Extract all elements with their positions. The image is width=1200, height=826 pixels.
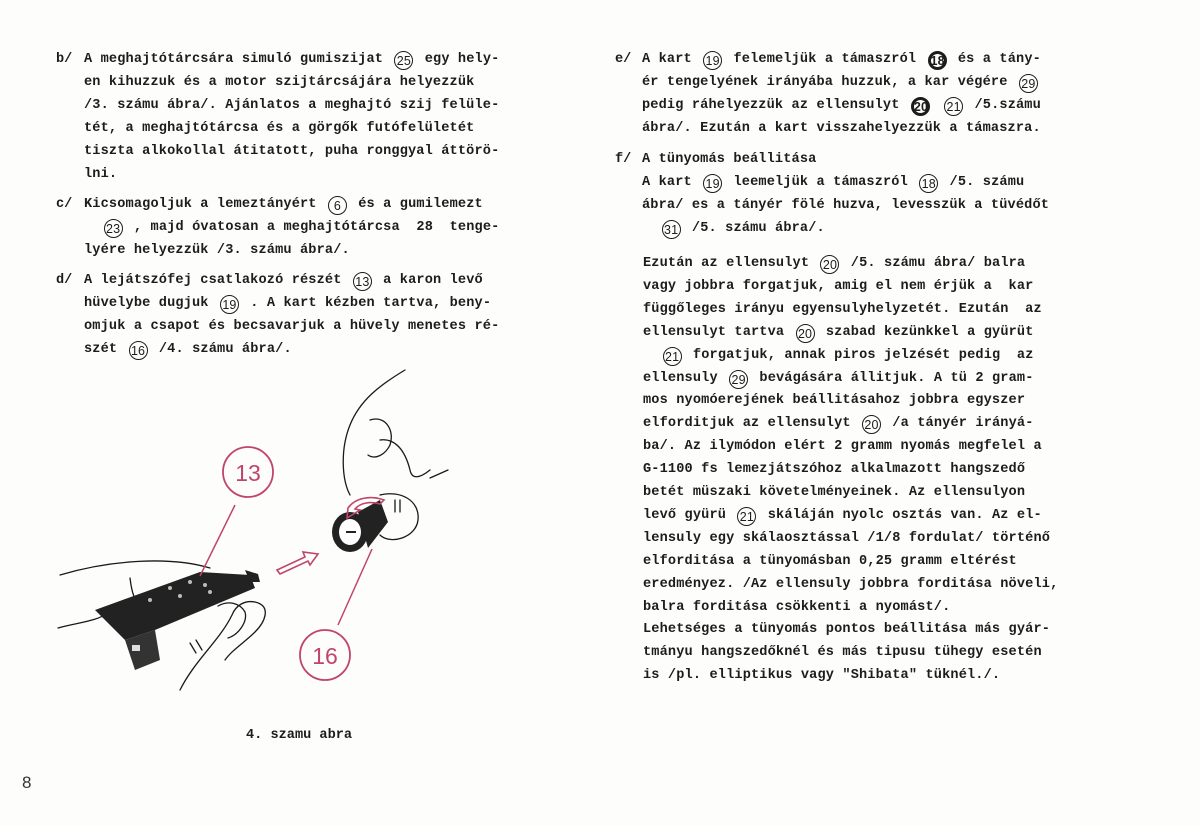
text-line (643, 301, 1042, 319)
part-reference-badge: 29 (1019, 74, 1038, 93)
text-line (642, 197, 1049, 215)
part-reference-badge: 21 (737, 507, 756, 526)
section-label: f/ (615, 152, 632, 167)
section-label: d/ (56, 273, 73, 288)
text-line (642, 120, 1041, 138)
part-reference-badge: 31 (662, 220, 681, 239)
text-run: balra forditása csökkenti a nyomást/. (643, 600, 951, 615)
section-label: c/ (56, 197, 73, 212)
callout-13 (200, 447, 273, 576)
text-line (643, 324, 1034, 343)
text-run: felemeljük a támaszról (725, 52, 925, 67)
text-run: forgatjuk, annak piros jelzését pedig az (684, 348, 1034, 363)
text-run (643, 348, 660, 363)
figure-caption: 4. szamu abra (246, 728, 353, 743)
text-run: pedig ráhelyezzük az ellensulyt (642, 98, 908, 113)
text-run: . A kart kézben tartva, beny- (241, 296, 492, 311)
text-line (84, 97, 499, 115)
text-run: skáláján nyolc osztás van. Az el- (759, 508, 1042, 523)
text-line (84, 166, 117, 184)
text-line (643, 576, 1058, 594)
text-line (643, 370, 1034, 389)
text-line (643, 530, 1050, 548)
text-run: ellensulyt tartva (643, 325, 793, 340)
text-line (643, 392, 1025, 410)
text-run: A kart (642, 52, 701, 67)
text-run: a karon levő (374, 273, 483, 288)
text-line (643, 553, 1017, 571)
text-run: A lejátszófej csatlakozó részét (84, 273, 350, 288)
text-run: eredményez. /Az ellensuly jobbra forditása növeli, (643, 577, 1059, 592)
part-reference-badge: 18 (919, 174, 938, 193)
text-run: bevágására állitjuk. A tü 2 gram- (751, 371, 1034, 386)
text-run: függőleges irányu egyensulyhelyzetét. Ezután az (643, 302, 1042, 317)
text-run: A kart (642, 175, 701, 190)
text-run: leemeljük a támaszról (725, 175, 917, 190)
text-run: , majd óvatosan a meghajtótárcsa 28 tenge- (125, 220, 500, 235)
section-label: b/ (56, 52, 73, 67)
text-line (84, 318, 499, 336)
text-run: /5. számu (941, 175, 1025, 190)
text-run: lensuly egy skálaosztással /1/8 fordulat/ történő (643, 531, 1051, 546)
text-line (643, 599, 950, 617)
text-line (84, 219, 499, 238)
text-run: lni. (84, 167, 118, 182)
sleeve-connector-icon (332, 500, 388, 552)
text-run: tmányu hangszedőknél és más tipusu tühegy esetén (643, 645, 1042, 660)
text-run (84, 220, 101, 235)
text-line (642, 74, 1041, 93)
text-run: /5.számu (966, 98, 1041, 113)
insert-arrow-icon (277, 552, 318, 574)
text-line (84, 272, 483, 291)
part-reference-badge: 13 (353, 272, 372, 291)
text-run: ellensuly (643, 371, 727, 386)
text-run: /a tányér irányá- (884, 416, 1034, 431)
figure-4-illustration (50, 360, 450, 700)
part-reference-badge: 29 (729, 370, 748, 389)
text-run: A tünyomás beállitása (642, 152, 817, 167)
text-run: /5. számu ábra/ balra (842, 256, 1026, 271)
part-reference-badge: 20 (820, 255, 839, 274)
part-reference-badge: 16 (129, 341, 148, 360)
text-run: Lehetséges a tünyomás pontos beállitása más gyár- (643, 622, 1051, 637)
text-run: is /pl. elliptikus vagy "Shibata" tüknél./. (643, 668, 1001, 683)
part-reference-badge: 20 (862, 415, 881, 434)
text-line (642, 174, 1024, 193)
text-run: Ezután az ellensulyt (643, 256, 818, 271)
part-reference-badge: 18 (928, 51, 947, 70)
text-run: tét, a meghajtótárcsa és a görgők futófelületét (84, 121, 475, 136)
text-run: ér tengelyének irányába huzzuk, a kar végére (642, 75, 1016, 90)
text-line (642, 51, 1041, 70)
text-run: ábra/. Ezután a kart visszahelyezzük a támaszra. (642, 121, 1041, 136)
text-run: en kihuzzuk és a motor szijtárcsájára helyezzük (84, 75, 475, 90)
callout-16 (300, 549, 372, 680)
text-line (642, 97, 1041, 116)
text-line (643, 438, 1042, 456)
part-reference-badge: 21 (663, 347, 682, 366)
text-line (84, 242, 350, 260)
text-run: /5. számu ábra/. (683, 221, 825, 236)
text-run: /4. számu ábra/. (150, 342, 292, 357)
text-run: és a gumilemezt (349, 197, 483, 212)
text-run: lyére helyezzük /3. számu ábra/. (84, 243, 350, 258)
part-reference-badge: 25 (394, 51, 413, 70)
text-run: egy hely- (416, 52, 500, 67)
text-run: ba/. Az ilymódon elért 2 gramm nyomás megfelel a (643, 439, 1042, 454)
text-run: elforditása a tünyomásban 0,25 gramm eltérést (643, 554, 1017, 569)
text-run: levő gyürü (643, 508, 735, 523)
text-line (84, 51, 499, 70)
text-line (643, 278, 1033, 296)
text-run: hüvelybe dugjuk (84, 296, 217, 311)
callout-13-label: 13 (235, 460, 261, 486)
text-run: omjuk a csapot és becsavarjuk a hüvely menetes ré- (84, 319, 500, 334)
part-reference-badge: 6 (328, 196, 347, 215)
text-run: tiszta alkokollal átitatott, puha ronggyal áttörö- (84, 144, 500, 159)
part-reference-badge: 23 (104, 219, 123, 238)
text-line (642, 151, 816, 169)
text-run: A meghajtótárcsára simuló gumiszijat (84, 52, 392, 67)
part-reference-badge: 19 (220, 295, 239, 314)
part-reference-badge: 21 (944, 97, 963, 116)
part-reference-badge: 20 (911, 97, 930, 116)
part-reference-badge: 19 (703, 174, 722, 193)
text-line (643, 415, 1034, 434)
text-run: vagy jobbra forgatjuk, amig el nem érjük a kar (643, 279, 1034, 294)
text-run: és a tány- (949, 52, 1041, 67)
text-line (643, 507, 1042, 526)
text-line (643, 644, 1042, 662)
text-line (643, 667, 1000, 685)
callout-16-label: 16 (312, 643, 338, 669)
text-line (84, 120, 474, 138)
text-run: szabad kezünkkel a gyürüt (817, 325, 1034, 340)
text-line (84, 295, 491, 314)
text-run: /3. számu ábra/. Ajánlatos a meghajtó szij felüle- (84, 98, 500, 113)
text-run: szét (84, 342, 126, 357)
text-run: Kicsomagoljuk a lemeztányért (84, 197, 325, 212)
text-run: G-1100 fs lemezjátszóhoz alkalmazott hangszedő (643, 462, 1026, 477)
text-line (643, 461, 1025, 479)
text-line (84, 341, 292, 360)
text-run (933, 98, 941, 113)
text-line (642, 220, 825, 239)
text-line (84, 143, 499, 161)
page-number: 8 (22, 773, 32, 792)
text-line (643, 347, 1034, 366)
text-run: mos nyomóerejének beállitásahoz jobbra egyszer (643, 393, 1026, 408)
text-line (643, 255, 1025, 274)
text-run: betét müszaki követelményeinek. Az ellensulyon (643, 485, 1026, 500)
text-line (643, 484, 1025, 502)
text-line (84, 74, 474, 92)
text-run (642, 221, 659, 236)
text-run: ábra/ es a tányér fölé huzva, levesszük a tüvédőt (642, 198, 1050, 213)
text-line (84, 196, 483, 215)
text-line (643, 621, 1050, 639)
part-reference-badge: 20 (796, 324, 815, 343)
part-reference-badge: 19 (703, 51, 722, 70)
section-label: e/ (615, 52, 632, 67)
cartridge-head-icon (95, 570, 260, 670)
text-run: elforditjuk az ellensulyt (643, 416, 859, 431)
